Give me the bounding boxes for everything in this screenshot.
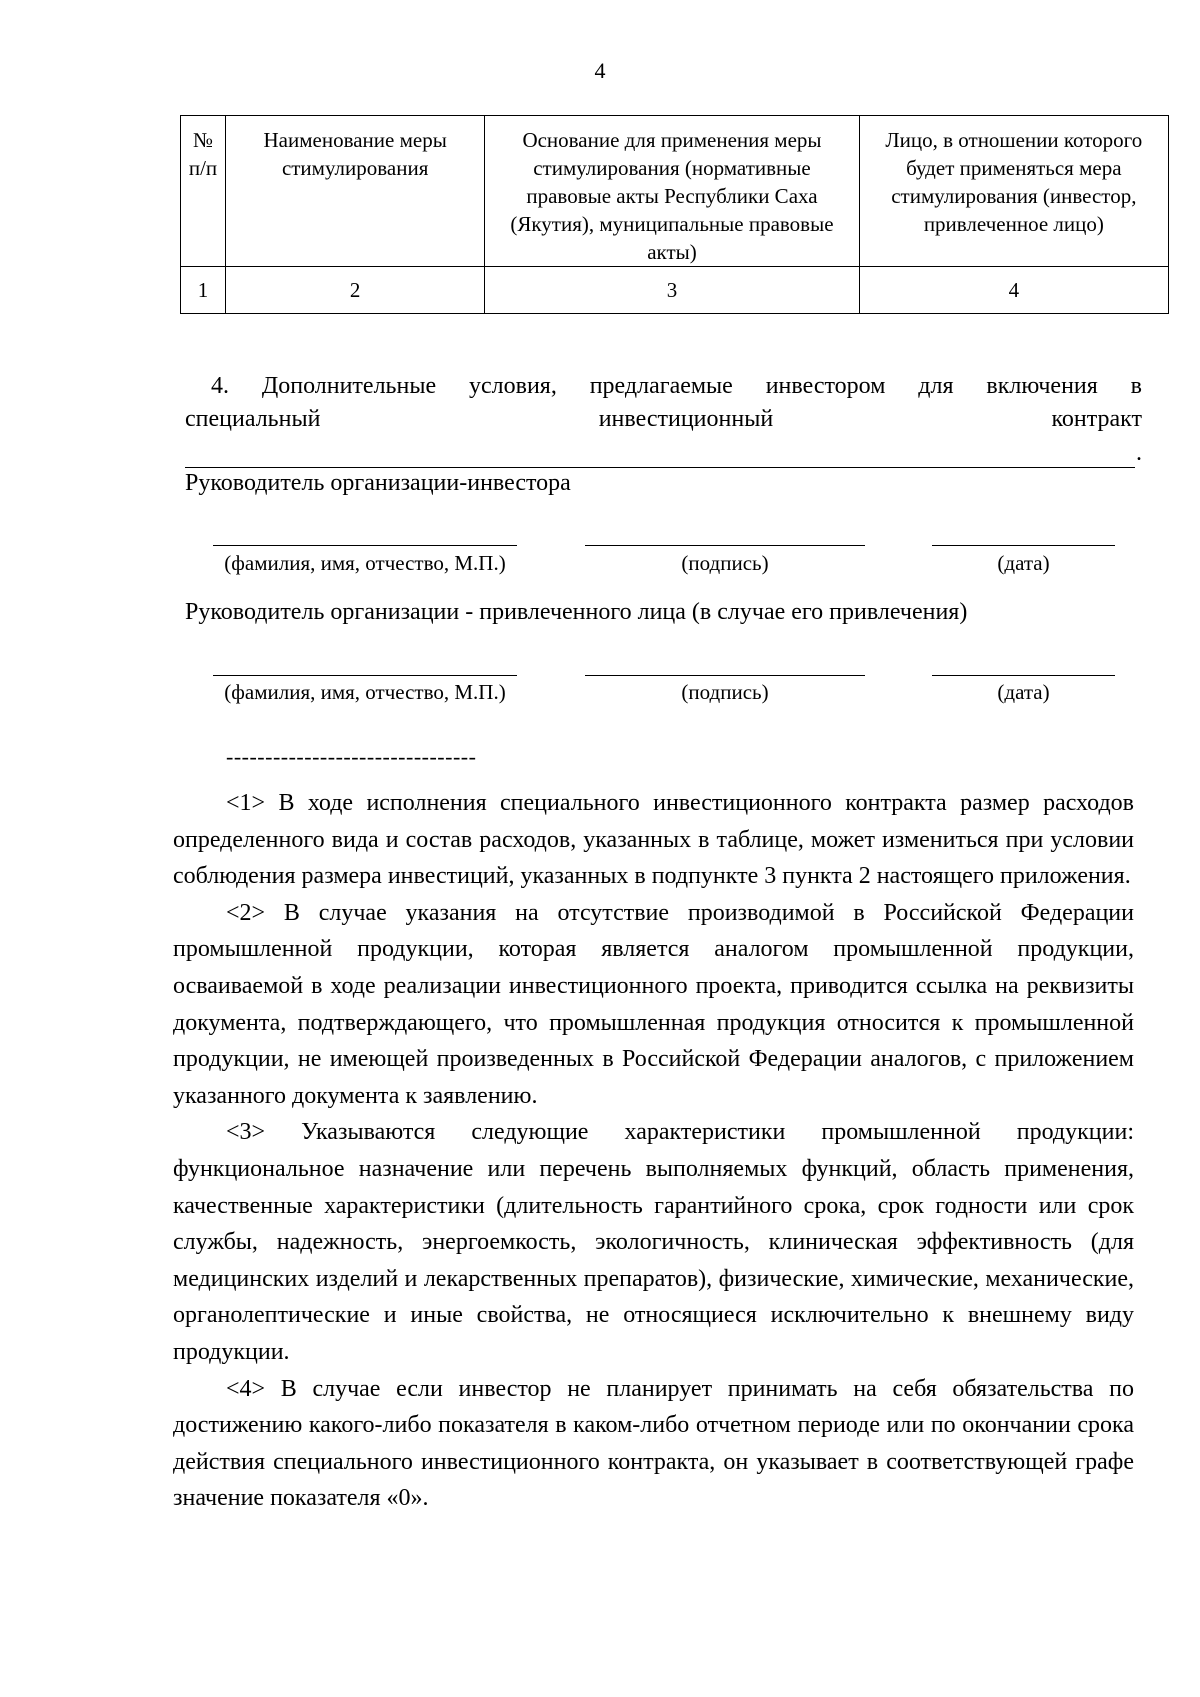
stimulus-measures-table [180,115,1169,314]
column-number-1: 1 [181,267,226,314]
table-row [181,267,1169,314]
footnote-3: <3> Указываются следующие характеристики промышленной продукции: функциональное назначение или перечень выполняемых функций, область применения, качественные характеристики (длительность гарантийного срока, срок годности или срок службы, надежность, энергоемкость, экологичность, клиническая эффективность (для медицинских изделий и лекарственных препаратов), физические, химические, механические, органолептические и иные свойства, не относящиеся исключительно к внешнему виду продукции. [173,1119,1134,1365]
attracted-date-line [932,675,1115,676]
column-number-2: 2 [226,267,485,314]
section-4-heading: 4. Дополнительные условия, предлагаемые инвестором для включения в [211,373,1142,399]
footnote-4: <4> В случае если инвестор не планирует принимать на себя обязательства по достижению какого-либо показателя в каком-либо отчетном периоде или по окончании срока действия специального инвестиционного контракта, он указывает в соответствующей графе значение показателя «0». [173,1375,1134,1512]
investor-name-caption: (фамилия, имя, отчество, М.П.) [224,551,506,575]
attracted-date-caption: (дата) [997,680,1050,704]
footnote-2: <2> В случае указания на отсутствие производимой в Российской Федерации промышленной продукции, которая является аналогом промышленной продукции, осваиваемой в ходе реализации инвестиционного проекта, приводится ссылка на реквизиты документа, подтверждающего, что промышленная продукция относится к промышленной продукции, не имеющей произведенных в Российской Федерации аналогов, с приложением указанного документа к заявлению. [173,899,1134,1109]
header-number: № п/п [181,116,226,267]
attracted-name-caption: (фамилия, имя, отчество, М.П.) [224,680,506,704]
footnote-1: <1> В ходе исполнения специального инвестиционного контракта размер расходов определенного вида и состав расходов, указанных в таблице, может измениться при условии соблюдения размера инвестиций, указанных в подпункте 3 пункта 2 настоящего приложения. [173,790,1134,890]
section-4-continuation [185,403,1142,436]
attracted-party-head-label: Руководитель организации - привлеченного лица (в случае его привлечения) [185,599,968,625]
page-number: 4 [594,58,606,83]
additional-conditions-blank [185,467,1135,468]
header-legal-basis: Основание для применения меры стимулирования (нормативные правовые акты Республики Саха (Якутия), муниципальные правовые акты) [485,116,859,267]
blank-end-dot: . [1136,440,1142,466]
header-recipient: Лицо, в отношении которого будет применяться мера стимулирования (инвестор, привлеченное лицо) [859,116,1168,267]
investor-signature-line [585,545,865,546]
section-4-word: инвестиционный [598,406,774,432]
footnotes [173,785,1134,1517]
investor-name-line [213,545,517,546]
section-4-word: контракт [1051,406,1142,432]
column-number-4: 4 [859,267,1168,314]
investor-signature-caption: (подпись) [681,551,769,575]
attracted-signature-caption: (подпись) [681,680,769,704]
attracted-signature-line [585,675,865,676]
investor-date-caption: (дата) [997,551,1050,575]
table-header-row [181,116,1169,267]
investor-head-label: Руководитель организации-инвестора [185,470,571,496]
footnote-separator: -------------------------------- [226,744,477,769]
section-4-word: специальный [185,406,321,432]
attracted-name-line [213,675,517,676]
column-number-3: 3 [485,267,859,314]
investor-date-line [932,545,1115,546]
header-measure-name: Наименование меры стимулирования [226,116,485,267]
